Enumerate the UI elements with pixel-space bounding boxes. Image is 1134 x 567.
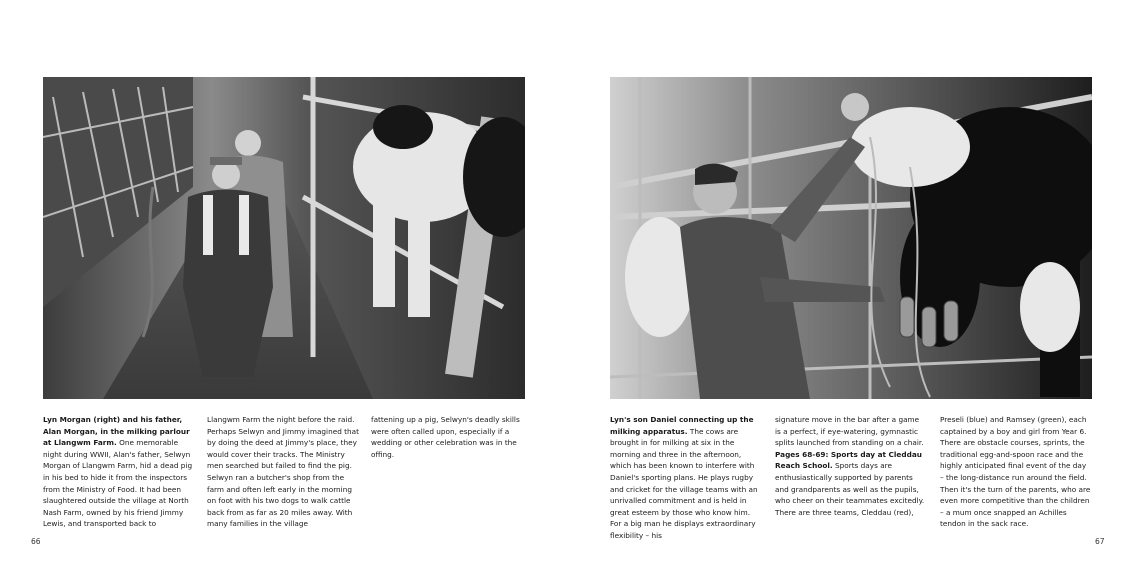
page-number-left: 66 (31, 537, 41, 546)
page-number-right: 67 (1095, 537, 1105, 546)
right-caption-text: The cows are brought in for milking at six in the morning and three in the afternoon, which has been known to interfere with Daniel's sporting plans. He plays rugby and cricket for the village teams with an unrivalled commitment and is held in great esteem by those who know him. For a big man he displays extraordinary flexibility – his (610, 426, 758, 540)
left-caption-text: One memorable night during WWII, Alan's father, Selwyn Morgan of Llangwm Farm, hid a dead pig in his bed to hide it from the inspectors from the Ministry of Food. It had been slaughtered outside the village at North Nash Farm, owned by his friend Jimmy Lewis, and transported back to (43, 438, 193, 529)
left-caption-column (43, 414, 195, 530)
left-caption-bold: Lyn Morgan (right) and his father, Alan Morgan, in the milking parlour at Llangwm Farm. (43, 415, 190, 448)
left-text-column-2: Llangwm Farm the night before the raid. Perhaps Selwyn and Jimmy imagined that by doing the deed at Jimmy's place, they would cover their tracks. The Ministry men searched but failed to find the pig. Selwyn ran a butcher's shop from the farm and often left early in the morning on foot with his two dogs to walk cattle back from as far as 20 miles away. With many families in the village (207, 415, 359, 529)
right-text-column-3: Preseli (blue) and Ramsey (green), each captained by a boy and girl from Year 6. There are obstacle courses, sprints, the traditional egg-and-spoon race and the highly anticipated final event of the day – the long-distance run around the field. Then it's the turn of the parents, who are even more competitive than the children – a mum once snapped an Achilles tendon in the sack race. (940, 415, 1091, 529)
milking-apparatus-photo (610, 77, 1092, 399)
right-caption-bold: Lyn's son Daniel connecting up the milking apparatus. (610, 415, 754, 436)
left-text-column-3: fattening up a pig, Selwyn's deadly skills were often called upon, especially if a wedding or other celebration was in the offing. (371, 415, 520, 459)
right-col2-text-after: Sports days are enthusiastically supported by parents and grandparents as well as the pupils, who cheer on their teammates excitedly. There are three teams, Cleddau (red), (775, 461, 925, 517)
milking-parlour-photo (43, 77, 525, 399)
right-col2-text-before: signature move in the bar after a game is a perfect, if eye-watering, gymnastic splits launched from standing on a chair. (775, 415, 924, 448)
right-caption-column (610, 414, 762, 542)
right-text-column-2 (775, 414, 927, 518)
right-col2-bold: Pages 68-69: Sports day at Cleddau Reach School. (775, 449, 922, 471)
